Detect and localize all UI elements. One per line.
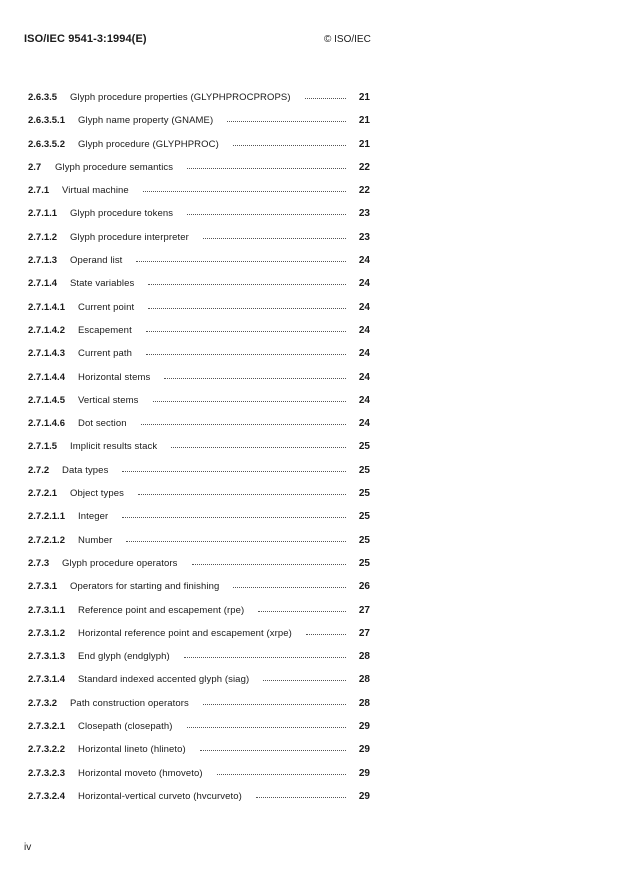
toc-entry xyxy=(0,366,623,389)
dot-leader xyxy=(256,797,346,798)
dot-leader xyxy=(203,704,346,705)
dot-leader xyxy=(122,517,346,518)
toc-entry-title: Object types xyxy=(70,488,125,500)
toc-entry-number: 2.7.3.2 xyxy=(28,697,58,709)
toc-entry-title: Current path xyxy=(78,348,133,360)
toc-entry-number: 2.7.1 xyxy=(28,185,50,197)
toc-entry-page: 27 xyxy=(358,604,370,616)
toc-entry-page: 28 xyxy=(358,697,370,709)
dot-leader xyxy=(233,145,346,146)
toc-entry-page: 25 xyxy=(358,511,370,523)
dot-leader xyxy=(258,611,346,612)
toc-entry-number: 2.7.1.4.3 xyxy=(28,348,65,360)
toc-entry xyxy=(0,249,623,272)
toc-entry-page: 29 xyxy=(358,744,370,756)
toc-entry-page: 24 xyxy=(358,301,370,313)
toc-entry-page: 23 xyxy=(358,231,370,243)
toc-entry xyxy=(0,505,623,528)
toc-entry xyxy=(0,622,623,645)
toc-entry-number: 2.7.1.2 xyxy=(28,231,58,243)
toc-entry-title: Horizontal stems xyxy=(78,371,151,383)
toc-entry-number: 2.7.1.4.1 xyxy=(28,301,65,313)
toc-entry-number: 2.7.3.1.4 xyxy=(28,674,65,686)
toc-entry-number: 2.7.2.1.1 xyxy=(28,511,65,523)
toc-entry xyxy=(0,226,623,249)
toc-entry-page: 25 xyxy=(358,534,370,546)
dot-leader xyxy=(136,261,346,262)
toc-entry-number: 2.7.3.2.1 xyxy=(28,721,65,733)
dot-leader xyxy=(126,541,346,542)
toc-entry-number: 2.7.1.4.4 xyxy=(28,371,65,383)
toc-entry-number: 2.7.3.1.3 xyxy=(28,651,65,663)
toc-entry-page: 29 xyxy=(358,721,370,733)
dot-leader xyxy=(138,494,346,495)
toc-entry-number: 2.6.3.5.2 xyxy=(28,138,65,150)
toc-entry-number: 2.7.2 xyxy=(28,464,50,476)
toc-entry-title: Horizontal-vertical curveto (hvcurveto) xyxy=(78,790,242,802)
dot-leader xyxy=(233,587,346,588)
toc-entry-page: 28 xyxy=(358,674,370,686)
toc-entry-title: Integer xyxy=(78,511,109,523)
toc-entry-title: Glyph procedure tokens xyxy=(70,208,174,220)
toc-entry-title: Number xyxy=(78,534,113,546)
toc-entry-number: 2.7.3 xyxy=(28,557,50,569)
toc-entry xyxy=(0,109,623,132)
toc-entry xyxy=(0,319,623,342)
toc-entry-number: 2.7.1.5 xyxy=(28,441,58,453)
copyright-notice: © ISO/IEC xyxy=(324,34,371,45)
toc-entry-number: 2.7.1.4 xyxy=(28,278,58,290)
toc-entry-title: Path construction operators xyxy=(70,697,189,709)
dot-leader xyxy=(217,774,346,775)
dot-leader xyxy=(164,378,346,379)
toc-entry-title: Data types xyxy=(62,464,109,476)
dot-leader xyxy=(148,308,346,309)
toc-entry xyxy=(0,738,623,761)
toc-entry-number: 2.7.1.4.6 xyxy=(28,418,65,430)
toc-entry-title: Glyph procedure semantics xyxy=(55,161,174,173)
toc-entry-number: 2.7.1.4.5 xyxy=(28,394,65,406)
dot-leader xyxy=(148,284,346,285)
toc-entry-number: 2.7.1.4.2 xyxy=(28,324,65,336)
toc-entry xyxy=(0,552,623,575)
toc-entry xyxy=(0,272,623,295)
toc-entry-page: 28 xyxy=(358,651,370,663)
toc-entry-number: 2.7.3.2.3 xyxy=(28,767,65,779)
toc-entry-title: Standard indexed accented glyph (siag) xyxy=(78,674,250,686)
page-folio: iv xyxy=(24,842,32,853)
toc-entry xyxy=(0,389,623,412)
toc-entry xyxy=(0,762,623,785)
toc-entry-page: 29 xyxy=(358,767,370,779)
toc-entry-number: 2.7.3.2.4 xyxy=(28,790,65,802)
toc-entry-page: 25 xyxy=(358,557,370,569)
dot-leader xyxy=(306,634,346,635)
toc-entry xyxy=(0,296,623,319)
toc-entry xyxy=(0,179,623,202)
toc-entry-page: 24 xyxy=(358,394,370,406)
dot-leader xyxy=(153,401,346,402)
dot-leader xyxy=(187,727,346,728)
toc-entry-page: 22 xyxy=(358,161,370,173)
toc-entry-title: Horizontal lineto (hlineto) xyxy=(78,744,186,756)
toc-entry xyxy=(0,156,623,179)
toc-entry-title: State variables xyxy=(70,278,135,290)
toc-entry-page: 24 xyxy=(358,348,370,360)
toc-entry xyxy=(0,86,623,109)
dot-leader xyxy=(305,98,346,99)
toc-entry-title: Reference point and escapement (rpe) xyxy=(78,604,245,616)
toc-entry-title: Implicit results stack xyxy=(70,441,158,453)
toc-entry xyxy=(0,645,623,668)
dot-leader xyxy=(187,214,346,215)
toc-entry xyxy=(0,692,623,715)
toc-entry xyxy=(0,459,623,482)
dot-leader xyxy=(184,657,346,658)
toc-entry-title: End glyph (endglyph) xyxy=(78,651,170,663)
toc-entry-page: 24 xyxy=(358,371,370,383)
toc-entry xyxy=(0,529,623,552)
toc-entry xyxy=(0,599,623,622)
dot-leader xyxy=(141,424,346,425)
toc-entry-page: 25 xyxy=(358,441,370,453)
toc-entry xyxy=(0,133,623,156)
dot-leader xyxy=(200,750,346,751)
toc-entry-page: 24 xyxy=(358,324,370,336)
toc-entry xyxy=(0,435,623,458)
standard-identifier: ISO/IEC 9541-3:1994(E) xyxy=(24,33,147,45)
toc-entry-number: 2.7.3.1 xyxy=(28,581,58,593)
toc-entry-page: 21 xyxy=(358,138,370,150)
toc-entry-title: Glyph procedure interpreter xyxy=(70,231,189,243)
dot-leader xyxy=(171,447,346,448)
dot-leader xyxy=(146,354,346,355)
toc-entry-page: 21 xyxy=(358,115,370,127)
toc-entry-title: Glyph procedure (GLYPHPROC) xyxy=(78,138,219,150)
toc-entry xyxy=(0,575,623,598)
dot-leader xyxy=(187,168,346,169)
toc-entry-page: 25 xyxy=(358,464,370,476)
dot-leader xyxy=(146,331,346,332)
toc-entry-page: 27 xyxy=(358,627,370,639)
toc-entry-title: Horizontal moveto (hmoveto) xyxy=(78,767,203,779)
toc-entry-title: Closepath (closepath) xyxy=(78,721,173,733)
toc-entry-number: 2.7 xyxy=(28,161,42,173)
toc-entry-title: Horizontal reference point and escapement (xrpe) xyxy=(78,627,292,639)
toc-entry xyxy=(0,202,623,225)
toc-entry-number: 2.7.1.3 xyxy=(28,255,58,267)
toc-entry-page: 22 xyxy=(358,185,370,197)
toc-entry-number: 2.6.3.5 xyxy=(28,92,58,103)
toc-entry-number: 2.7.1.1 xyxy=(28,208,58,220)
dot-leader xyxy=(263,680,346,681)
toc-entry-title: Operators for starting and finishing xyxy=(70,581,220,593)
toc-entry-title: Glyph procedure operators xyxy=(62,557,178,569)
toc-entry xyxy=(0,412,623,435)
toc-entry-title: Current point xyxy=(78,301,135,313)
toc-entry-page: 24 xyxy=(358,278,370,290)
toc-entry-page: 25 xyxy=(358,488,370,500)
toc-entry-page: 23 xyxy=(358,208,370,220)
toc-entry xyxy=(0,482,623,505)
toc-entry-title: Escapement xyxy=(78,324,132,336)
toc-entry-title: Vertical stems xyxy=(78,394,139,406)
toc-entry-number: 2.6.3.5.1 xyxy=(28,115,65,127)
toc-entry-title: Dot section xyxy=(78,418,127,430)
toc-entry-number: 2.7.3.1.2 xyxy=(28,627,65,639)
toc-entry-page: 24 xyxy=(358,255,370,267)
toc-entry-number: 2.7.3.1.1 xyxy=(28,604,65,616)
toc-entry-page: 21 xyxy=(358,92,370,103)
toc-entry xyxy=(0,785,623,808)
toc-entry-page: 29 xyxy=(358,790,370,802)
toc-entry-number: 2.7.3.2.2 xyxy=(28,744,65,756)
table-of-contents xyxy=(0,86,623,808)
dot-leader xyxy=(227,121,346,122)
toc-entry-page: 26 xyxy=(358,581,370,593)
toc-entry-title: Virtual machine xyxy=(62,185,129,197)
toc-entry xyxy=(0,715,623,738)
toc-entry-number: 2.7.2.1 xyxy=(28,488,58,500)
toc-entry-title: Glyph name property (GNAME) xyxy=(78,115,214,127)
toc-entry-title: Glyph procedure properties (GLYPHPROCPROPS) xyxy=(70,92,291,103)
dot-leader xyxy=(192,564,346,565)
toc-entry-title: Operand list xyxy=(70,255,123,267)
toc-entry-page: 24 xyxy=(358,418,370,430)
toc-entry-number: 2.7.2.1.2 xyxy=(28,534,65,546)
toc-entry xyxy=(0,668,623,691)
dot-leader xyxy=(122,471,346,472)
toc-entry xyxy=(0,342,623,365)
dot-leader xyxy=(203,238,346,239)
dot-leader xyxy=(143,191,346,192)
